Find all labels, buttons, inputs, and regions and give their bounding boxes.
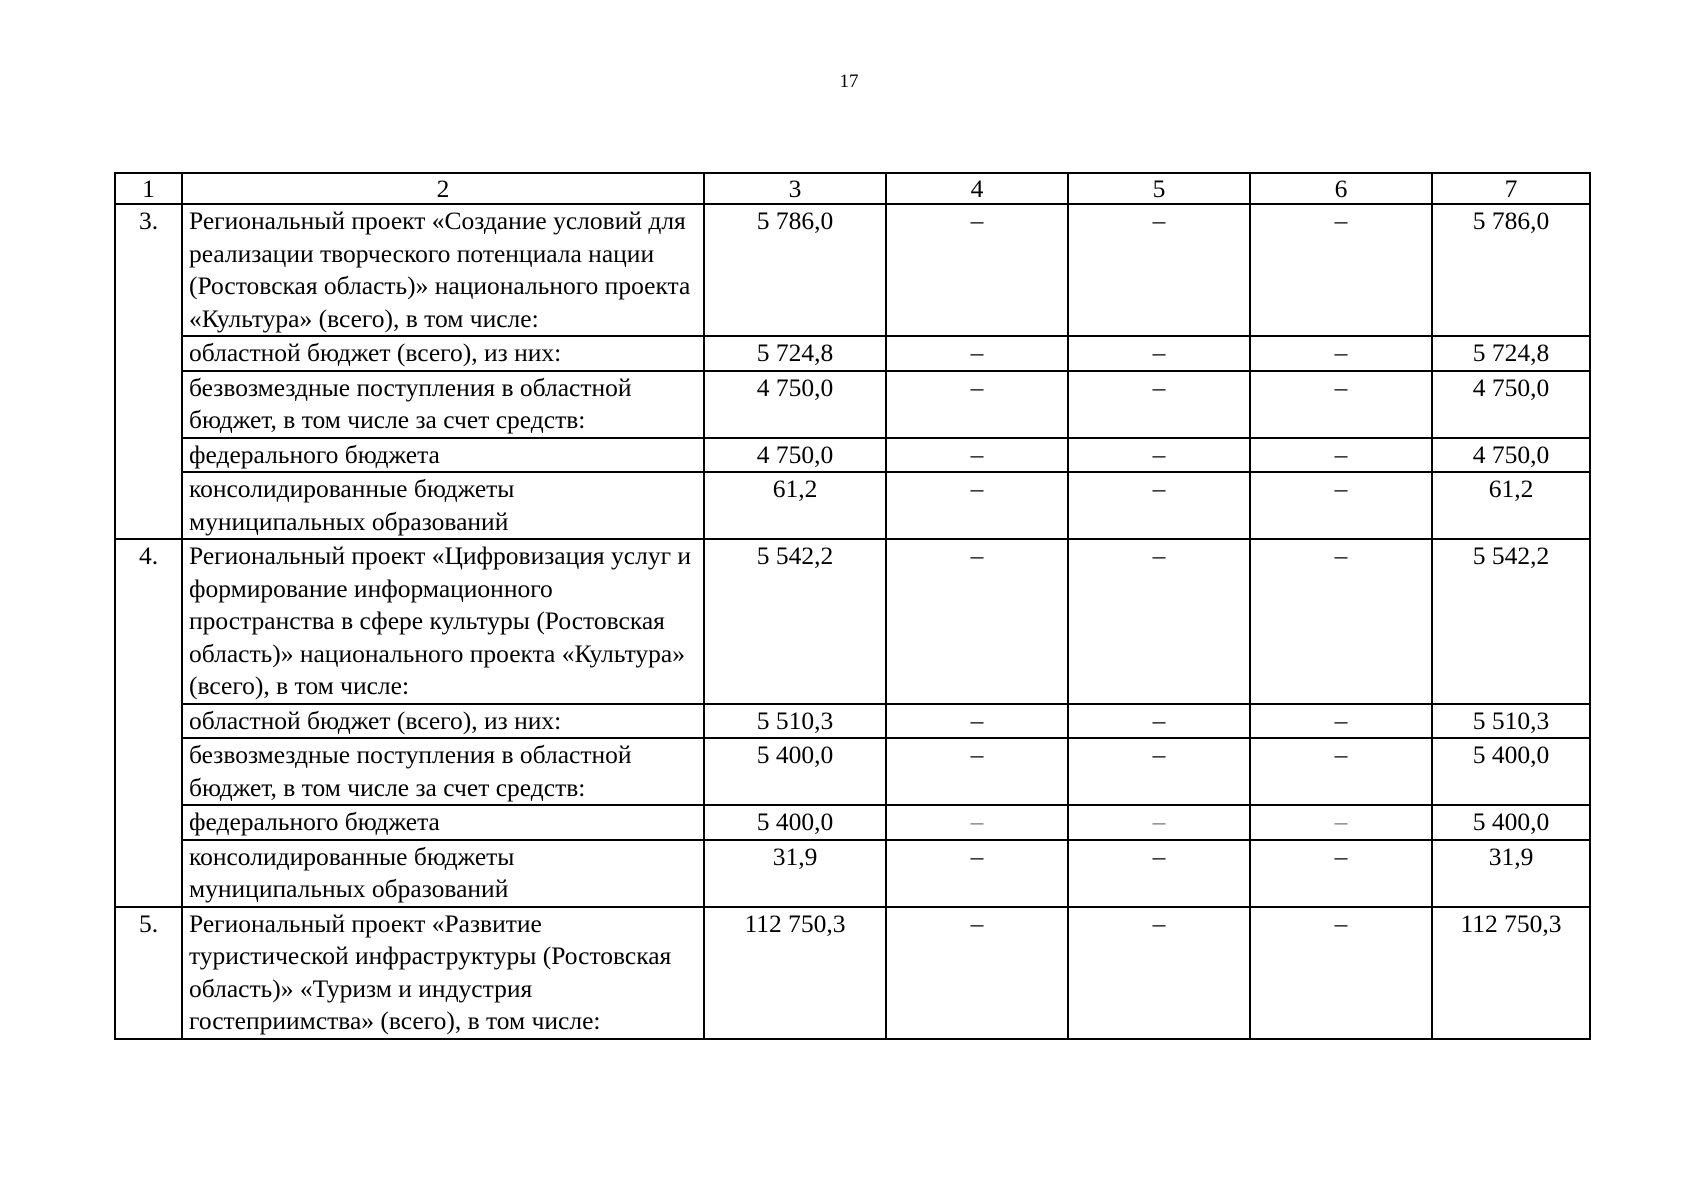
value-cell: – xyxy=(1250,371,1432,438)
value-cell: 4 750,0 xyxy=(704,371,886,438)
row-description: консолидированные бюджеты муниципальных образований xyxy=(182,840,704,907)
value-cell: – xyxy=(886,438,1068,473)
value-cell: 5 786,0 xyxy=(1432,204,1590,336)
value-cell: – xyxy=(886,840,1068,907)
value-cell: – xyxy=(1250,805,1432,840)
table-row xyxy=(115,371,1590,438)
value-cell: – xyxy=(1250,472,1432,539)
table-row xyxy=(115,336,1590,371)
value-cell: – xyxy=(1250,738,1432,805)
row-description: консолидированные бюджеты муниципальных образований xyxy=(182,472,704,539)
column-header: 1 xyxy=(115,173,182,204)
value-cell: 5 400,0 xyxy=(704,738,886,805)
value-cell: – xyxy=(886,539,1068,704)
table-header-row xyxy=(115,173,1590,204)
value-cell: 5 724,8 xyxy=(704,336,886,371)
value-cell: – xyxy=(1068,539,1250,704)
column-header: 2 xyxy=(182,173,704,204)
table-row xyxy=(115,805,1590,840)
value-cell: – xyxy=(886,204,1068,336)
table-row xyxy=(115,738,1590,805)
row-description: областной бюджет (всего), из них: xyxy=(182,336,704,371)
column-header: 5 xyxy=(1068,173,1250,204)
value-cell: 5 400,0 xyxy=(1432,805,1590,840)
value-cell: 31,9 xyxy=(1432,840,1590,907)
value-cell: – xyxy=(1250,336,1432,371)
value-cell: – xyxy=(1068,738,1250,805)
value-cell: 61,2 xyxy=(704,472,886,539)
value-cell: 4 750,0 xyxy=(1432,371,1590,438)
value-cell: – xyxy=(1250,438,1432,473)
row-number: 3. xyxy=(115,204,182,539)
budget-table xyxy=(114,172,1591,1040)
value-cell: 31,9 xyxy=(704,840,886,907)
column-header: 3 xyxy=(704,173,886,204)
value-cell: – xyxy=(1068,336,1250,371)
value-cell: – xyxy=(1068,371,1250,438)
value-cell: 112 750,3 xyxy=(1432,907,1590,1039)
value-cell: – xyxy=(1250,840,1432,907)
row-description: безвозмездные поступления в областной бюджет, в том числе за счет средств: xyxy=(182,371,704,438)
value-cell: 4 750,0 xyxy=(704,438,886,473)
value-cell: – xyxy=(1068,805,1250,840)
value-cell: – xyxy=(886,336,1068,371)
row-number: 5. xyxy=(115,907,182,1039)
column-header: 6 xyxy=(1250,173,1432,204)
value-cell: – xyxy=(1250,907,1432,1039)
row-description: безвозмездные поступления в областной бюджет, в том числе за счет средств: xyxy=(182,738,704,805)
value-cell: – xyxy=(1250,539,1432,704)
table-row xyxy=(115,472,1590,539)
value-cell: 5 400,0 xyxy=(704,805,886,840)
value-cell: – xyxy=(886,704,1068,739)
value-cell: 5 510,3 xyxy=(1432,704,1590,739)
table-row xyxy=(115,204,1590,336)
row-description: федерального бюджета xyxy=(182,805,704,840)
value-cell: – xyxy=(1068,438,1250,473)
page-number: 17 xyxy=(839,71,859,92)
row-description: Региональный проект «Развитие туристической инфраструктуры (Ростовская область)» «Туризм и индустрия гостеприимства» (всего), в том числе: xyxy=(182,907,704,1039)
row-description: федерального бюджета xyxy=(182,438,704,473)
row-description: областной бюджет (всего), из них: xyxy=(182,704,704,739)
column-header: 4 xyxy=(886,173,1068,204)
row-description: Региональный проект «Создание условий для реализации творческого потенциала нации (Ростовская область)» национального проекта «Культура» (всего), в том числе: xyxy=(182,204,704,336)
value-cell: – xyxy=(1250,704,1432,739)
value-cell: – xyxy=(1250,204,1432,336)
value-cell: 4 750,0 xyxy=(1432,438,1590,473)
value-cell: – xyxy=(886,472,1068,539)
value-cell: – xyxy=(1068,704,1250,739)
table-row xyxy=(115,704,1590,739)
value-cell: 61,2 xyxy=(1432,472,1590,539)
value-cell: 5 510,3 xyxy=(704,704,886,739)
value-cell: – xyxy=(886,907,1068,1039)
table-row xyxy=(115,539,1590,704)
value-cell: 5 400,0 xyxy=(1432,738,1590,805)
value-cell: 5 786,0 xyxy=(704,204,886,336)
value-cell: 5 542,2 xyxy=(704,539,886,704)
value-cell: – xyxy=(886,738,1068,805)
row-number: 4. xyxy=(115,539,182,907)
value-cell: 112 750,3 xyxy=(704,907,886,1039)
value-cell: – xyxy=(1068,907,1250,1039)
table-row xyxy=(115,840,1590,907)
value-cell: 5 542,2 xyxy=(1432,539,1590,704)
value-cell: – xyxy=(886,805,1068,840)
value-cell: – xyxy=(1068,204,1250,336)
table-row xyxy=(115,438,1590,473)
row-description: Региональный проект «Цифровизация услуг и формирование информационного пространства в сфере культуры (Ростовская область)» национального проекта «Культура» (всего), в том числе: xyxy=(182,539,704,704)
value-cell: – xyxy=(1068,472,1250,539)
value-cell: – xyxy=(1068,840,1250,907)
column-header: 7 xyxy=(1432,173,1590,204)
value-cell: 5 724,8 xyxy=(1432,336,1590,371)
table-row xyxy=(115,907,1590,1039)
value-cell: – xyxy=(886,371,1068,438)
